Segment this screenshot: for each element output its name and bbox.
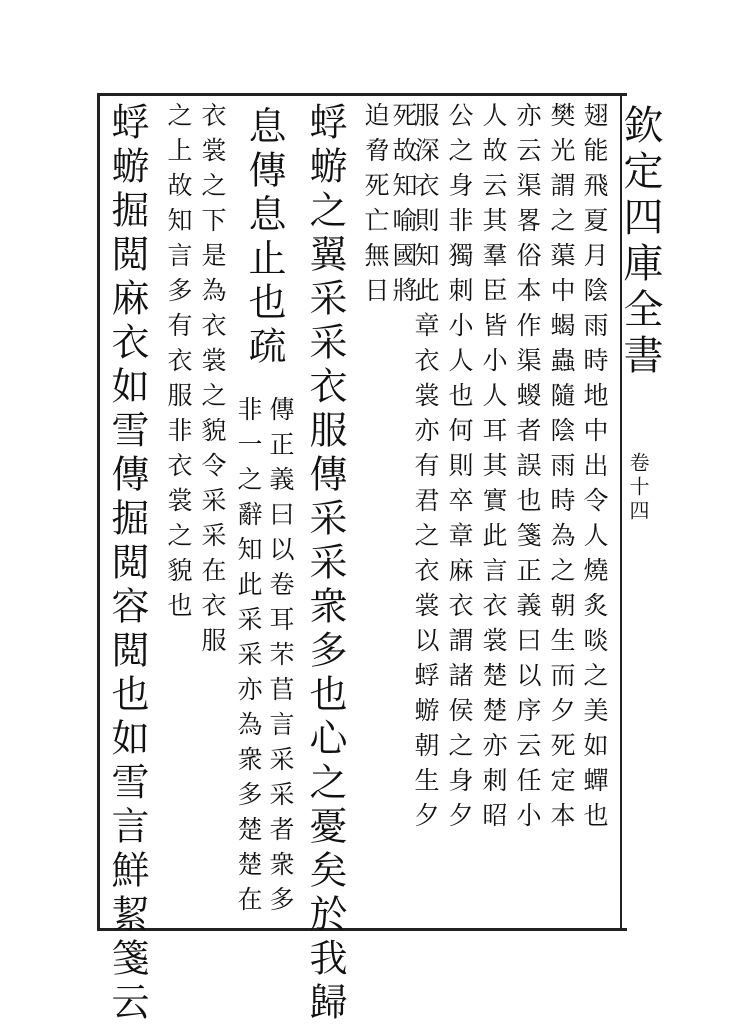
main-text-column-1: 蜉蝣之翼采采衣服傳采采衆多也心之憂矣於我歸 bbox=[303, 102, 347, 1026]
text-column-6: 服深衣則知此章衣裳亦有君之衣裳以蜉蝣朝生夕 bbox=[411, 102, 440, 837]
text-column-5: 公之身非獨刺小人也何則卒章麻衣謂諸侯之身夕 bbox=[445, 102, 474, 837]
text-column-7: 死故知喻國將 bbox=[389, 102, 418, 312]
volume-number: 卷十四 bbox=[626, 452, 650, 524]
text-column-1: 翅能飛夏月陰雨時地中出令人燒炙啖之美如蟬也 bbox=[580, 102, 609, 837]
text-column-8: 迫脅死亡無日 bbox=[361, 102, 390, 312]
main-text-column-3: 蜉蝣掘閲麻衣如雪傳掘閲容閲也如雪言鮮絜箋云 bbox=[105, 102, 149, 1026]
text-column-2: 樊光謂之蕖中蝎蟲隨陰雨時為之朝生而夕死定本 bbox=[547, 102, 576, 837]
text-column-4: 人故云其羣臣皆小人耳其實此言衣裳楚楚亦刺昭 bbox=[479, 102, 508, 837]
commentary-column-3: 衣裳之下是為衣裳之貌令采采在衣服 bbox=[198, 102, 227, 662]
book-title: 欽定四庫全書 bbox=[617, 104, 663, 380]
text-column-3: 亦云渠畧俗本作渠蝬者誤也箋正義曰以序云任小 bbox=[513, 102, 542, 837]
commentary-column-1: 傳正義曰以卷耳芣苢言采采者衆多 bbox=[266, 396, 295, 921]
commentary-column-2: 非一之辭知此采采亦為衆多楚楚在 bbox=[234, 396, 263, 921]
commentary-column-4: 之上故知言多有衣服非衣裳之貌也 bbox=[164, 102, 193, 627]
main-text-column-2: 息傳息止也疏 bbox=[242, 106, 286, 370]
